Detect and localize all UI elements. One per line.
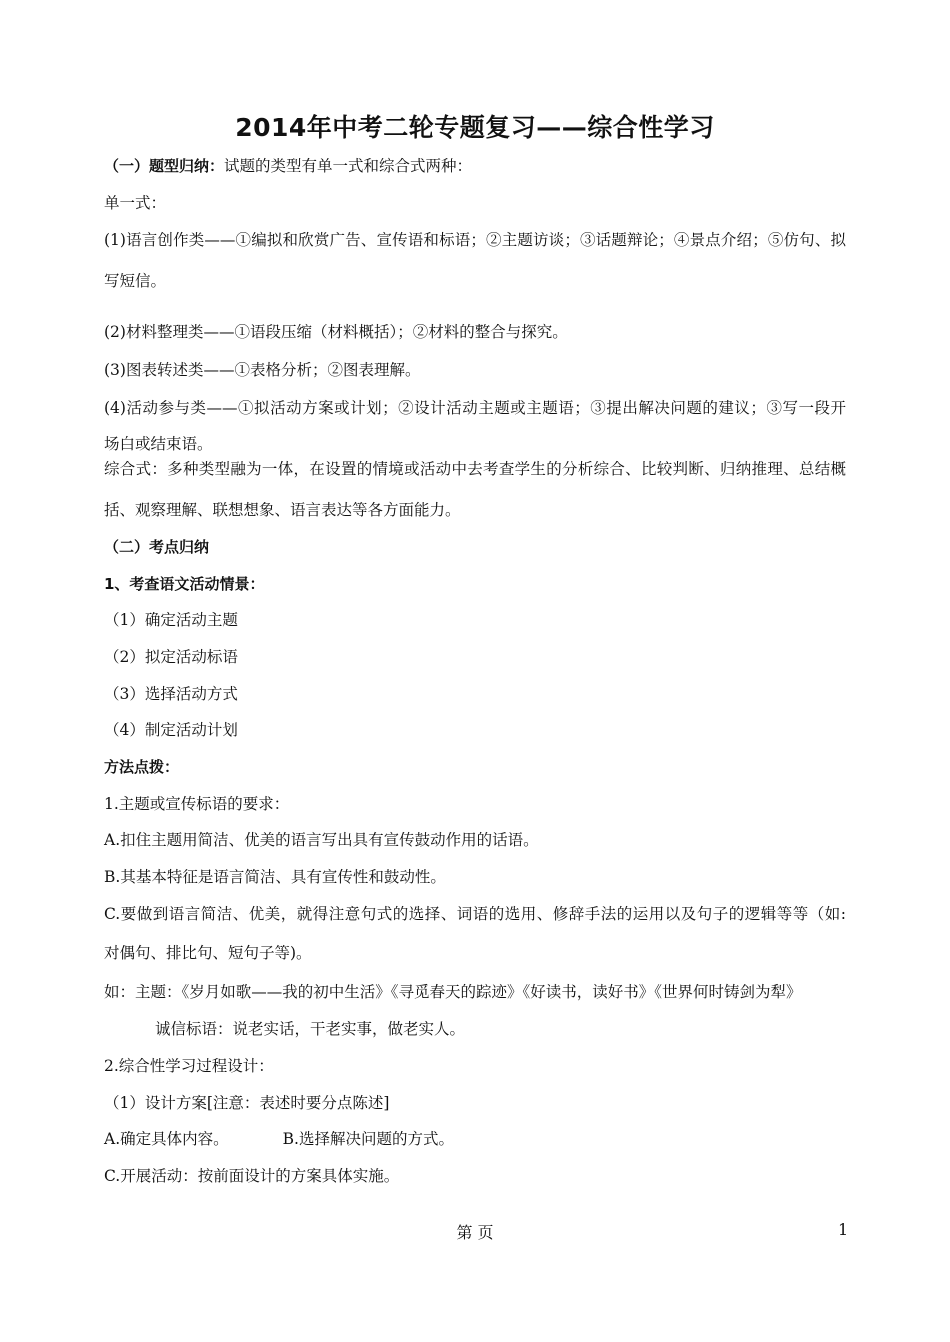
requirement-c-cont: 对偶句、排比句、短句子等)。 — [104, 944, 312, 962]
comprehensive-type-cont: 括、观察理解、联想想象、语言表达等各方面能力。 — [104, 501, 461, 519]
plan-item-c: C.开展活动：按前面设计的方案具体实施。 — [104, 1167, 400, 1185]
page-number: 1 — [838, 1220, 849, 1239]
language-creation-cont: 写短信。 — [104, 272, 167, 290]
design-plan-line: （1）设计方案[注意：表述时要分点陈述] — [104, 1094, 390, 1112]
activity-participation-cont: 场白或结束语。 — [104, 435, 213, 453]
material-organize-line: (2)材料整理类——①语段压缩（材料概括）；②材料的整合与探究。 — [104, 323, 568, 341]
activity-participation-line: (4)活动参与类——①拟活动方案或计划；②设计活动主题或主题语；③提出解决问题的建议；③写一段开 — [104, 399, 846, 417]
plan-item-b: B.选择解决问题的方式。 — [282, 1130, 454, 1148]
process-design-line: 2.综合性学习过程设计： — [104, 1057, 274, 1075]
section-1-text: 试题的类型有单一式和综合式两种： — [224, 157, 473, 175]
document-title: 2014年中考二轮专题复习——综合性学习 — [235, 113, 715, 142]
section-2-heading: （二）考点归纳 — [104, 538, 210, 556]
list-item: （1）确定活动主题 — [104, 611, 238, 629]
example-slogan: 诚信标语：说老实话，干老实事，做老实人。 — [155, 1020, 466, 1038]
section-1-line — [104, 156, 472, 176]
section-1-heading: （一）题型归纳： — [104, 157, 225, 175]
example-themes: 如：主题：《岁月如歌——我的初中生活》《寻觅春天的踪迹》《好读书，读好书》《世界何时铸剑为犁》 — [104, 983, 802, 1001]
requirement-a: A.扣住主题用简洁、优美的语言写出具有宣传鼓动作用的话语。 — [104, 831, 539, 849]
language-creation-line: (1)语言创作类——①编拟和欣赏广告、宣传语和标语；②主题访谈；③话题辩论；④景点介绍；⑤仿句、拟 — [104, 231, 846, 249]
plan-item-a: A.确定具体内容。 — [104, 1130, 229, 1148]
slogan-requirements-line: 1.主题或宣传标语的要求： — [104, 795, 290, 813]
list-item: （2）拟定活动标语 — [104, 648, 238, 666]
plan-content-line — [104, 1129, 454, 1149]
chart-description-line: (3)图表转述类——①表格分析；②图表理解。 — [104, 361, 421, 379]
list-item: （4）制定活动计划 — [104, 721, 238, 739]
requirement-b: B.其基本特征是语言简洁、具有宣传性和鼓动性。 — [104, 868, 446, 886]
footer-page-label: 第 页 — [456, 1223, 494, 1242]
point-1-heading: 1、考查语文活动情景： — [104, 575, 265, 593]
requirement-c: C.要做到语言简洁、优美，就得注意句式的选择、词语的选用、修辞手法的运用以及句子的逻辑等等（如: — [104, 905, 846, 923]
list-item: （3）选择活动方式 — [104, 685, 238, 703]
comprehensive-type-line: 综合式：多种类型融为一体，在设置的情境或活动中去考查学生的分析综合、比较判断、归纳推理、总结概 — [104, 460, 846, 478]
single-type-label: 单一式： — [104, 194, 167, 212]
method-heading: 方法点拨： — [104, 758, 180, 776]
